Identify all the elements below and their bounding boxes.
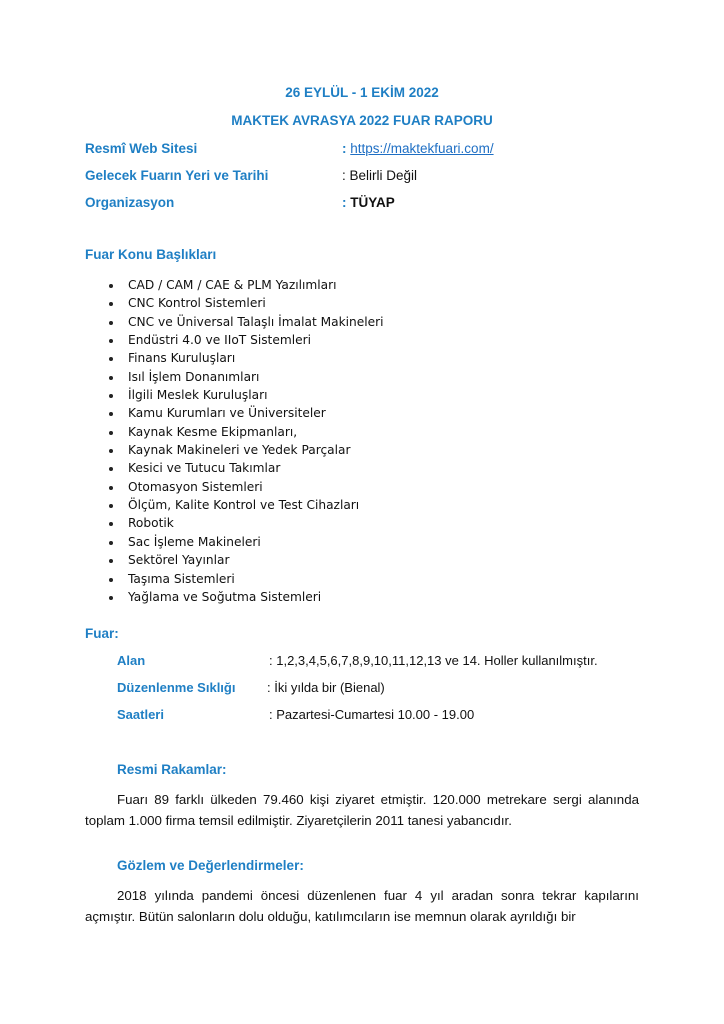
next-fair-value: Belirli Değil [349,168,418,183]
area-label: Alan [117,653,146,668]
fuar-title: Fuar: [85,626,119,641]
area-value: : 1,2,3,4,5,6,7,8,9,10,11,12,13 ve 14. Holler kullanılmıştır. [269,653,598,668]
website-separator: : [342,141,347,156]
topic-item: Kesici ve Tutucu Takımlar [107,459,384,477]
topic-item: Robotik [107,514,384,532]
topic-item: Isıl İşlem Donanımları [107,368,384,386]
hours-value: : Pazartesi-Cumartesi 10.00 - 19.00 [269,707,475,722]
topic-item: Taşıma Sistemleri [107,570,384,588]
organization-value-wrap [342,195,395,210]
frequency-label: Düzenlenme Sıklığı [117,680,236,695]
topic-item: Endüstri 4.0 ve IIoT Sistemleri [107,331,384,349]
topic-item: CAD / CAM / CAE & PLM Yazılımları [107,276,384,294]
topic-item: Yağlama ve Soğutma Sistemleri [107,588,384,606]
next-fair-label: Gelecek Fuarın Yeri ve Tarihi [85,168,269,183]
topic-item: Finans Kuruluşları [107,349,384,367]
frequency-value: : İki yılda bir (Bienal) [267,680,385,695]
figures-paragraph: Fuarı 89 farklı ülkeden 79.460 kişi ziyaret etmiştir. 120.000 metrekare sergi alanında toplam 1.000 firma temsil edilmiştir. Ziyaretçilerin 2011 tanesi yabancıdır. [85,792,639,828]
topic-item: CNC Kontrol Sistemleri [107,294,384,312]
topics-title: Fuar Konu Başlıkları [85,247,217,262]
organization-label: Organizasyon [85,195,175,210]
figures-title: Resmi Rakamlar: [117,762,227,777]
topic-item: Sektörel Yayınlar [107,551,384,569]
website-link[interactable]: https://maktekfuari.com/ [350,141,494,156]
topics-list [107,276,384,606]
website-value-wrap [342,141,494,156]
observations-paragraph: 2018 yılında pandemi öncesi düzenlenen fuar 4 yıl aradan sonra tekrar kapılarını açmıştır. Bütün salonların dolu olduğu, katılımcıların ise memnun olarak ayrıldığı bir [85,888,639,924]
hours-label: Saatleri [117,707,164,722]
topic-item: Kaynak Kesme Ekipmanları, [107,423,384,441]
observations-title: Gözlem ve Değerlendirmeler: [117,858,304,873]
topic-item: Sac İşleme Makineleri [107,533,384,551]
topic-item: İlgili Meslek Kuruluşları [107,386,384,404]
organization-value: TÜYAP [350,195,395,210]
report-title: MAKTEK AVRASYA 2022 FUAR RAPORU [231,113,493,128]
topic-item: Kaynak Makineleri ve Yedek Parçalar [107,441,384,459]
report-date: 26 EYLÜL - 1 EKİM 2022 [285,85,439,100]
topic-item: CNC ve Üniversal Talaşlı İmalat Makineleri [107,313,384,331]
next-fair-value-wrap [342,168,417,183]
next-fair-separator: : [342,168,346,183]
website-label: Resmî Web Sitesi [85,141,198,156]
organization-separator: : [342,195,347,210]
topic-item: Kamu Kurumları ve Üniversiteler [107,404,384,422]
topic-item: Ölçüm, Kalite Kontrol ve Test Cihazları [107,496,384,514]
topic-item: Otomasyon Sistemleri [107,478,384,496]
